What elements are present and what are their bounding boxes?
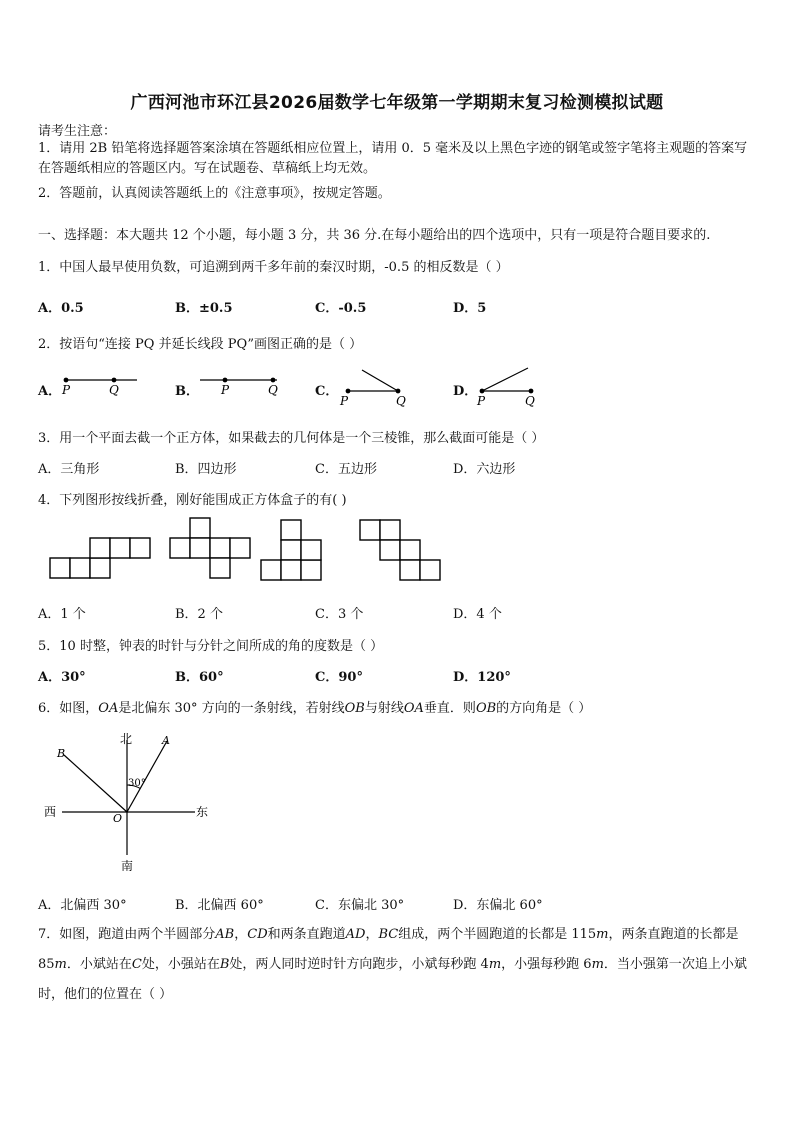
q4-net-1 <box>50 538 150 578</box>
q4-nets <box>0 510 794 590</box>
section-heading: 一、选择题：本大题共 12 个小题，每小题 3 分，共 36 分.在每小题给出的四个选项中，只有一项是符合题目要求的. <box>38 228 711 243</box>
notice-item-2: 2．答题前，认真阅读答题纸上的《注意事项》，按规定答题。 <box>38 186 391 201</box>
question-3-stem: 3．用一个平面去截一个正方体，如果截去的几何体是一个三棱锥，那么截面可能是（ ） <box>38 431 545 446</box>
q2-option-d[interactable]: D． <box>453 384 478 399</box>
q2a-label-q: Q <box>109 383 119 397</box>
q2-figure-c <box>339 370 406 408</box>
compass-north-label: 北 <box>120 732 133 746</box>
q2d-label-p: P <box>477 394 486 408</box>
page-title: 广西河池市环江县2026届数学七年级第一学期期末复习检测模拟试题 <box>130 93 664 113</box>
q4-net-2 <box>170 518 250 578</box>
q2b-label-q: Q <box>268 383 278 397</box>
q4-option-b[interactable]: B．2 个 <box>175 607 223 622</box>
q4-option-d[interactable]: D．4 个 <box>453 607 502 622</box>
compass-east-label: 东 <box>196 805 209 819</box>
question-4-stem: 4．下列图形按线折叠，刚好能围成正方体盒子的有( ) <box>38 493 347 508</box>
q2-option-b[interactable]: B． <box>175 384 199 399</box>
q4-net-3 <box>261 520 321 580</box>
q2c-label-q: Q <box>396 394 406 408</box>
q2-figure-a <box>61 378 137 397</box>
q1-option-b[interactable]: B．±0.5 <box>175 301 233 316</box>
q3-option-d[interactable]: D．六边形 <box>453 462 516 477</box>
q6-compass-figure <box>0 725 260 875</box>
q2b-label-p: P <box>221 383 230 397</box>
q4-net-4 <box>360 520 440 580</box>
question-1-stem: 1．中国人最早使用负数，可追溯到两千多年前的秦汉时期，-0.5 的相反数是（ ） <box>38 260 509 275</box>
q5-option-d[interactable]: D．120° <box>453 670 511 685</box>
q3-option-b[interactable]: B．四边形 <box>175 462 237 477</box>
question-2-stem: 2．按语句“连接 PQ 并延长线段 PQ”画图正确的是（ ） <box>38 337 363 352</box>
q5-option-b[interactable]: B．60° <box>175 670 224 685</box>
q6-option-a[interactable]: A．北偏西 30° <box>38 898 127 913</box>
notice-item-1: 1．请用 2B 铅笔将选择题答案涂填在答题纸相应位置上，请用 0．5 毫米及以上黑色字迹的钢笔或签字笔将主观题的答案写在答题纸相应的答题区内。写在试题卷、草稿纸上均无效。 <box>38 141 748 176</box>
origin-o-label: O <box>113 812 123 825</box>
angle-30-label: 30° <box>128 778 146 789</box>
q3-option-a[interactable]: A．三角形 <box>38 462 100 477</box>
ray-a-label: A <box>162 734 170 747</box>
q4-option-a[interactable]: A．1 个 <box>38 607 86 622</box>
q5-option-c[interactable]: C．90° <box>315 670 363 685</box>
q2-option-a[interactable]: A． <box>38 384 62 399</box>
q2-figure-b <box>200 378 278 397</box>
notice-heading: 请考生注意： <box>38 124 117 139</box>
q2a-label-p: P <box>62 383 71 397</box>
question-6-stem: 6．如图，OA是北偏东 30° 方向的一条射线，若射线OB与射线OA垂直．则OB的方向角是（ ） <box>38 701 592 716</box>
q2-option-c[interactable]: C． <box>315 384 339 399</box>
ray-b-label: B <box>57 747 66 760</box>
q2d-label-q: Q <box>525 394 535 408</box>
question-5-stem: 5．10 时整，钟表的时针与分针之间所成的角的度数是（ ） <box>38 639 384 654</box>
q5-option-a[interactable]: A．30° <box>38 670 86 685</box>
question-7-stem: 7．如图，跑道由两个半圆部分AB，CD和两条直跑道AD，BC组成，两个半圆跑道的长都是 115m，两条直跑道的长都是 85m．小斌站在C处，小强站在B处，两人同时逆时针方向跑步，小斌每秒跑 4m，小强每秒跑 6m．当小强第一次追上小斌时，他们的位置在（ ） <box>38 927 747 1002</box>
q1-option-d[interactable]: D．5 <box>453 301 487 316</box>
q1-option-a[interactable]: A．0.5 <box>38 301 84 316</box>
compass-west-label: 西 <box>44 805 57 819</box>
q3-option-c[interactable]: C．五边形 <box>315 462 377 477</box>
q2-figures <box>0 0 794 420</box>
q6-option-b[interactable]: B．北偏西 60° <box>175 898 264 913</box>
q6-option-c[interactable]: C．东偏北 30° <box>315 898 405 913</box>
q2c-label-p: P <box>340 394 349 408</box>
q2-figure-d <box>476 368 535 408</box>
compass-south-label: 南 <box>121 859 134 873</box>
q6-option-d[interactable]: D．东偏北 60° <box>453 898 543 913</box>
q1-option-c[interactable]: C．-0.5 <box>315 301 367 316</box>
q4-option-c[interactable]: C．3 个 <box>315 607 364 622</box>
